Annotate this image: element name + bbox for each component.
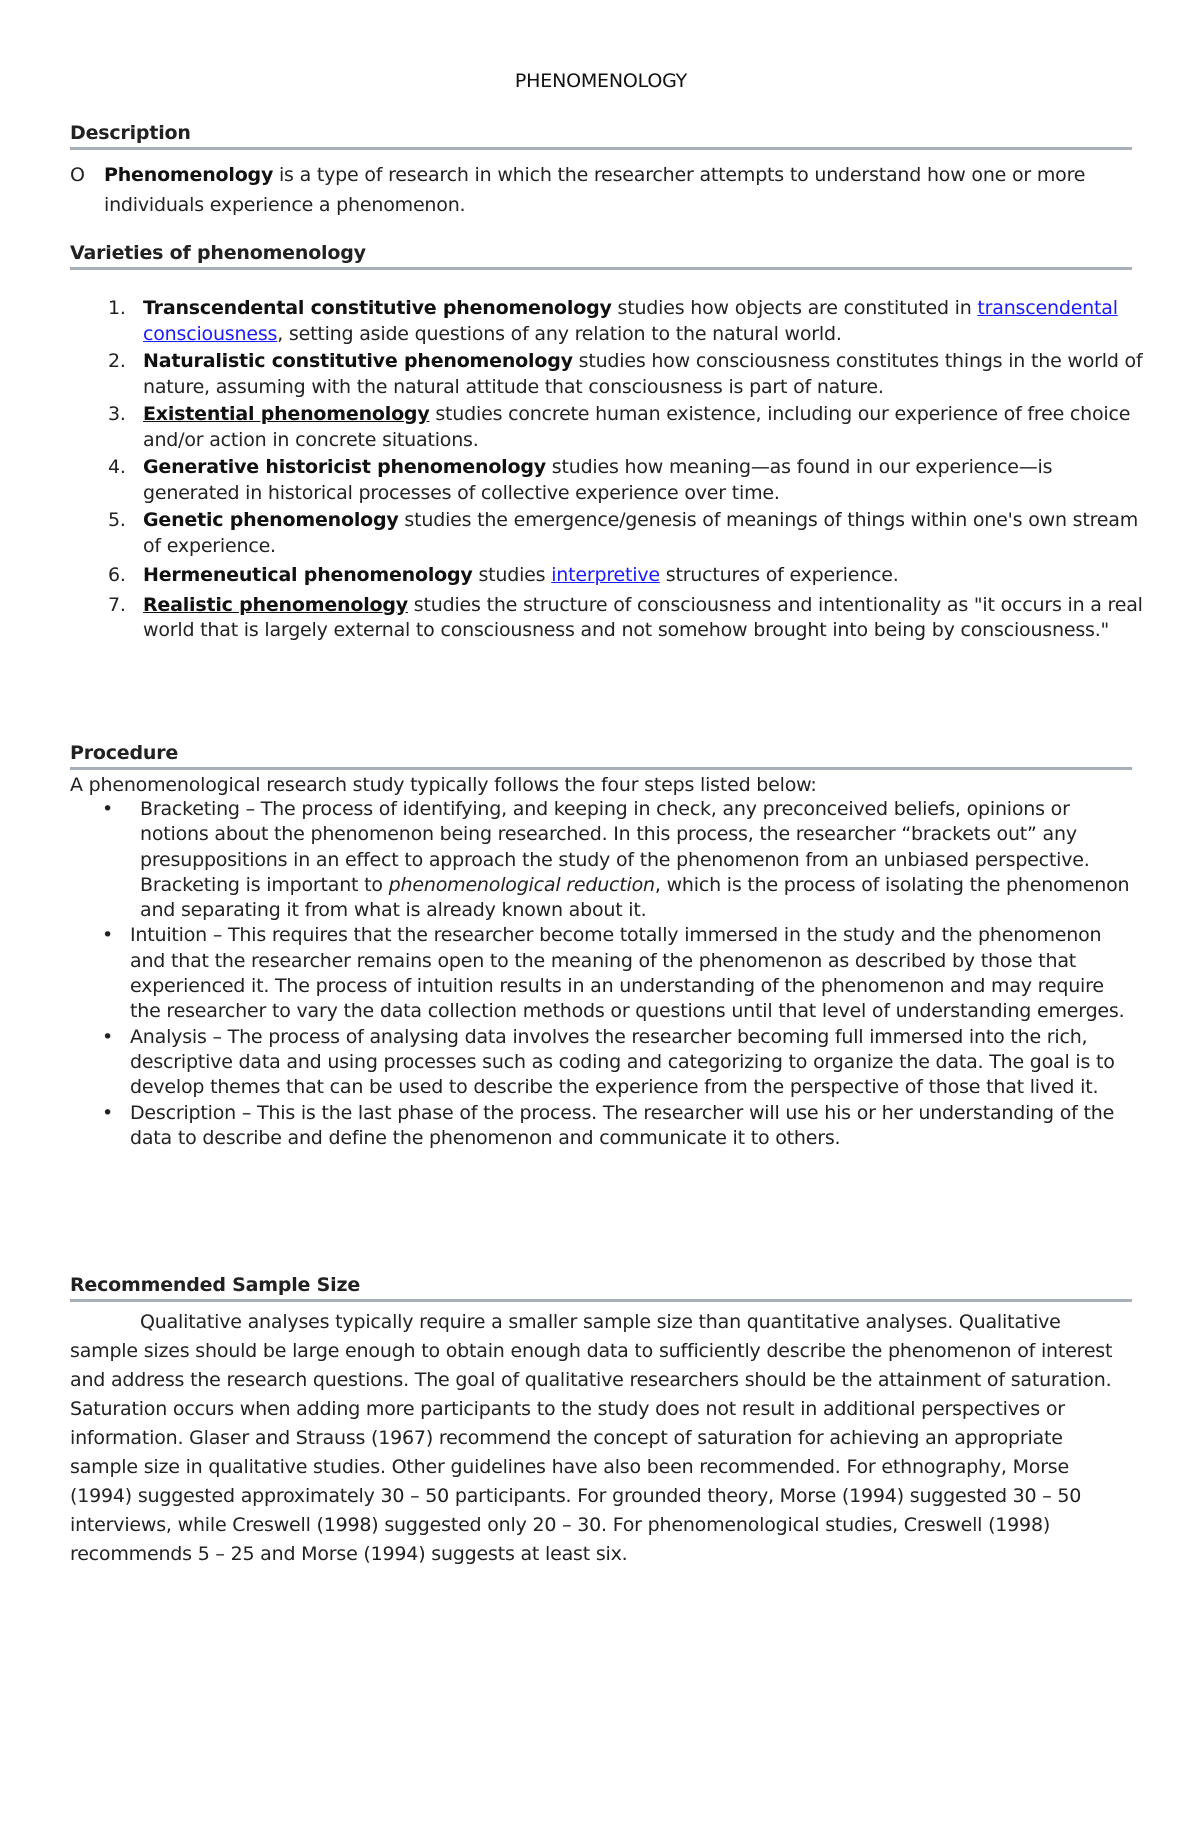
- list-item: [70, 296, 1143, 347]
- interpretive-link[interactable]: interpretive: [551, 564, 660, 586]
- heading-varieties: Varieties of phenomenology: [70, 242, 1132, 270]
- bullet-icon: •: [102, 798, 114, 820]
- variety-text: studies how objects are constituted in: [611, 297, 978, 319]
- list-number: 6.: [108, 564, 126, 586]
- transcendental-consciousness-link[interactable]: transcendental consciousness: [143, 297, 1118, 345]
- procedure-steps-list: [70, 797, 1132, 1151]
- variety-text: studies the emergence/genesis of meanings of things within one's own stream of experience.: [143, 509, 1139, 557]
- description-text: is a type of research in which the researcher attempts to understand how one or more individuals experience a phenomenon.: [104, 164, 1086, 216]
- variety-text: , setting aside questions of any relation to the natural world.: [277, 322, 842, 345]
- procedure-intro: A phenomenological research study typically follows the four steps listed below:: [70, 774, 817, 796]
- variety-term: Existential phenomenology: [143, 403, 430, 425]
- list-number: 3.: [108, 403, 126, 425]
- variety-text: studies: [472, 564, 552, 586]
- list-item: [70, 508, 1143, 559]
- variety-text: studies the structure of consciousness and intentionality as "it occurs in a real world that is largely external to consciousness and not somehow brought into being by consciousness.": [143, 593, 1143, 641]
- varieties-list: [70, 296, 1143, 646]
- list-item: [70, 593, 1143, 644]
- list-number: 1.: [108, 297, 126, 319]
- heading-procedure: Procedure: [70, 742, 1132, 770]
- variety-term: Genetic phenomenology: [143, 509, 399, 531]
- page-title: PHENOMENOLOGY: [514, 70, 688, 92]
- step-italic-term: phenomenological reduction: [388, 873, 655, 896]
- heading-description: Description: [70, 122, 1132, 150]
- list-number: 4.: [108, 456, 126, 478]
- list-number: 2.: [108, 350, 126, 372]
- list-item: [70, 923, 1130, 1024]
- variety-term: Naturalistic constitutive phenomenology: [143, 350, 573, 372]
- variety-term: Hermeneutical phenomenology: [143, 564, 473, 586]
- heading-sample-size: Recommended Sample Size: [70, 1274, 1132, 1302]
- variety-text: studies how meaning—as found in our experience—is generated in historical processes of collective experience over time.: [143, 456, 1053, 504]
- list-item: [70, 797, 1140, 923]
- description-item: [70, 160, 1104, 220]
- variety-text: structures of experience.: [659, 564, 899, 586]
- variety-term: Transcendental constitutive phenomenology: [143, 297, 612, 319]
- list-item: [70, 455, 1143, 506]
- bullet-icon: •: [102, 1025, 114, 1048]
- step-text: Intuition – This requires that the researcher become totally immersed in the study and the phenomenon and that the researcher remains open to the meaning of the phenomenon as described by those that experienced it. The process of intuition results in an understanding of the phenomenon and may require the researcher to vary the data collection methods or questions until that level of understanding emerges.: [130, 924, 1125, 1023]
- list-number: 7.: [108, 593, 126, 616]
- step-text: Analysis – The process of analysing data involves the researcher becoming full immersed into the rich, descriptive data and using processes such as coding and categorizing to organize the data. The goal is to develop themes that can be used to describe the experience from the perspective of those that lived it.: [130, 1025, 1115, 1099]
- list-item: [70, 402, 1143, 453]
- step-text: Description – This is the last phase of the process. The researcher will use his or her understanding of the data to describe and define the phenomenon and communicate it to others.: [130, 1101, 1115, 1149]
- list-item: [70, 1025, 1130, 1101]
- variety-text: studies concrete human existence, including our experience of free choice and/or action in concrete situations.: [143, 403, 1131, 451]
- list-item: [70, 349, 1143, 400]
- variety-term: Generative historicist phenomenology: [143, 456, 546, 478]
- variety-text: studies how consciousness constitutes things in the world of nature, assuming with the natural attitude that consciousness is part of nature.: [143, 350, 1143, 398]
- step-text: Bracketing – The process of identifying, and keeping in check, any preconceived beliefs, opinions or notions about the phenomenon being researched. In this process, the researcher “brackets out” any presuppositions in an effect to approach the study of the phenomenon from an unbiased perspective. Bracketing is important to: [140, 798, 1090, 896]
- list-marker: O: [70, 164, 85, 186]
- step-text: , which is the process of isolating the phenomenon and separating it from what is already known about it.: [140, 873, 1130, 922]
- list-item: [70, 563, 1143, 589]
- description-term: Phenomenology: [104, 164, 274, 186]
- variety-term: Realistic phenomenology: [143, 593, 408, 616]
- bullet-icon: •: [102, 1101, 114, 1124]
- sample-size-paragraph: [70, 1308, 1132, 1569]
- list-item: [70, 1101, 1130, 1152]
- list-number: 5.: [108, 509, 126, 531]
- bullet-icon: •: [102, 924, 114, 947]
- sample-size-text: Qualitative analyses typically require a smaller sample size than quantitative analyses. Qualitative sample sizes should be large enough to obtain enough data to sufficiently describe the phenomenon of interest and address the research questions. The goal of qualitative researchers should be the attainment of saturation. Saturation occurs when adding more participants to the study does not result in additional perspectives or information. Glaser and Strauss (1967) recommend the concept of saturation for achieving an appropriate sample size in qualitative studies. Other guidelines have also been recommended. For ethnography, Morse (1994) suggested approximately 30 – 50 participants. For grounded theory, Morse (1994) suggested 30 – 50 interviews, while Creswell (1998) suggested only 20 – 30. For phenomenological studies, Creswell (1998) recommends 5 – 25 and Morse (1994) suggests at least six.: [70, 1311, 1113, 1565]
